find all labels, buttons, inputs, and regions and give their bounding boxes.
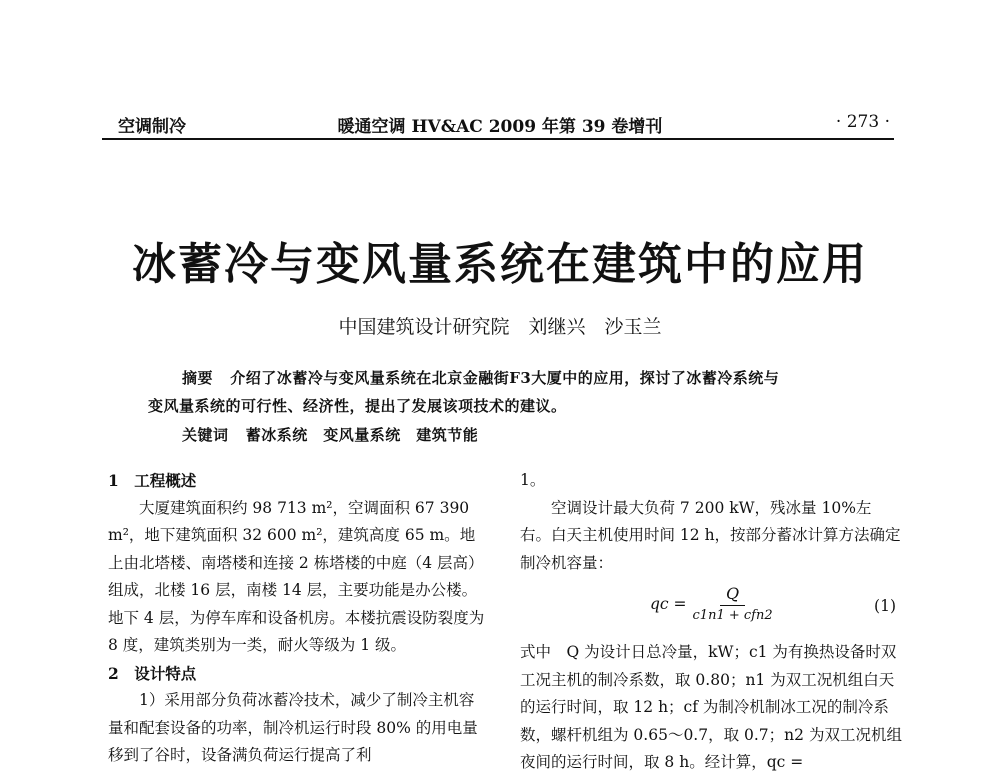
keywords-label: 关键词 [182, 426, 229, 444]
section-2-heading: 2 设计特点 [108, 663, 197, 683]
abstract [182, 367, 779, 388]
keywords-text: 蓄冰系统 变风量系统 建筑节能 [245, 426, 479, 444]
left-column [108, 467, 488, 770]
running-header-journal: 暖通空调 HV&AC 2009 年第 39 卷增刊 [337, 117, 663, 137]
header-rule [102, 138, 894, 140]
equation-number: (1) [874, 597, 896, 615]
authors: 中国建筑设计研究院 刘继兴 沙玉兰 [338, 316, 662, 338]
right-column [520, 467, 902, 777]
continued-text: 1。 [520, 471, 546, 489]
page-number: · 273 · [835, 112, 890, 132]
load-paragraph: 空调设计最大负荷 7 200 kW，残冰量 10%左右。白天主机使用时间 12 h，按部分蓄冰计算方法确定制冷机容量： [520, 498, 901, 572]
abstract-label: 摘要 [182, 369, 214, 387]
section-1-heading: 1 工程概述 [108, 471, 197, 490]
running-header-section: 空调制冷 [118, 117, 186, 137]
equation-denominator: c1n1 + cfn2 [692, 608, 773, 623]
variable-definitions: 式中 Q 为设计日总冷量，kW；c1 为有换热设备时双工况主机的制冷系数，取 0.80；n1 为双工况机组白天的运行时间，取 12 h；cf 为制冷机制冰工况的制冷系数，螺杆机组为 0.65～0.7，取 0.7；n2 为双工况机组夜间的运行时间，取 8 h。经计算，qc = [520, 643, 902, 771]
keywords [182, 424, 478, 445]
section-2-paragraph: 1）采用部分负荷冰蓄冷技术，减少了制冷主机容量和配套设备的功率，制冷机运行时段 80% 的用电量移到了谷时，设备满负荷运行提高了利 [108, 691, 478, 764]
abstract-text-line1: 介绍了冰蓄冷与变风量系统在北京金融街F3大厦中的应用，探讨了冰蓄冷系统与 [230, 369, 780, 387]
equation-fraction [693, 583, 773, 626]
section-1-paragraph: 大厦建筑面积约 98 713 m²，空调面积 67 390 m²，地下建筑面积 32 600 m²，建筑高度 65 m。地上由北塔楼、南塔楼和连接 2 栋塔楼的中庭（4 层高）组成，北楼 16 层，南楼 14 层，主要功能是办公楼。地下 4 层，为停车库和设备机房。本楼抗震设防裂度为 8 度，建筑类别为一类，耐火等级为 1 级。 [108, 498, 485, 654]
equation-lhs: qc = [650, 594, 687, 613]
paper-title: 冰蓄冷与变风量系统在建筑中的应用 [132, 239, 868, 290]
equation-numerator: Q [720, 583, 745, 606]
abstract-text-line2: 变风量系统的可行性、经济性，提出了发展该项技术的建议。 [148, 397, 567, 415]
equation-1 [520, 577, 902, 639]
